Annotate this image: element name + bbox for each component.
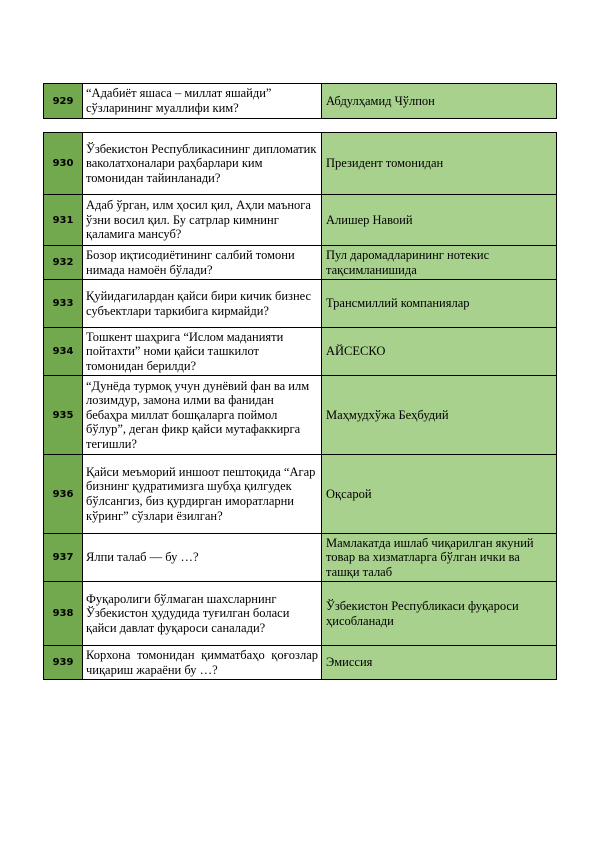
answer-cell: Эмиссия (322, 646, 557, 680)
table-row (44, 280, 557, 328)
answer-cell: Мамлакатда ишлаб чиқарилган якуний товар ва хизматларга бўлган ички ва ташқи талаб (322, 534, 557, 582)
question-cell: Ўзбекистон Республикасининг дипломатик ваколатхоналари раҳбарлари ким томонидан тайинланади? (83, 133, 322, 195)
question-text: “Адабиёт яшаса – миллат яшайди” сўзларининг муаллифи ким? (86, 86, 272, 115)
table-row (44, 455, 557, 534)
answer-cell: Президент томонидан (322, 133, 557, 195)
answer-cell: Алишер Навоий (322, 195, 557, 246)
row-number: 938 (44, 582, 83, 646)
question-cell (83, 84, 322, 119)
question-cell: Ялпи талаб — бу …? (83, 534, 322, 582)
question-table-main (43, 132, 557, 680)
row-number: 936 (44, 455, 83, 534)
answer-cell: Маҳмудхўжа Беҳбудий (322, 376, 557, 455)
table-row (44, 376, 557, 455)
table-row (44, 328, 557, 376)
row-number: 933 (44, 280, 83, 328)
question-cell: Фуқаролиги бўлмаган шахсларнинг Ўзбекистон ҳудудида туғилган боласи қайси давлат фуқароси саналади? (83, 582, 322, 646)
answer-cell: Абдулҳамид Чўлпон (322, 84, 557, 119)
row-number: 934 (44, 328, 83, 376)
answer-cell: АЙСЕСКО (322, 328, 557, 376)
table-row (44, 582, 557, 646)
answer-cell: Оқсарой (322, 455, 557, 534)
question-cell: Бозор иқтисодиётининг салбий томони нимада намоён бўлади? (83, 246, 322, 280)
question-cell: Қайси меъморий иншоот пештоқида “Агар бизнинг қудратимизга шубҳа қилгудек бўлсангиз, биз қурдирган иморатларни кўринг” сўзлари ёзилган? (83, 455, 322, 534)
table-row (44, 646, 557, 680)
answer-cell: Пул даромадларининг нотекис тақсимланишида (322, 246, 557, 280)
question-cell: Қуйидагилардан қайси бири кичик бизнес субъектлари таркибига кирмайди? (83, 280, 322, 328)
question-cell: “Дунёда турмоқ учун дунёвий фан ва илм лозимдур, замона илми ва фанидан бебаҳра миллат бошқаларга поймол бўлур”, деган фикр қайси мутафаккирга тегишли? (83, 376, 322, 455)
row-number: 935 (44, 376, 83, 455)
table-row (44, 84, 557, 119)
question-cell: Адаб ўрган, илм ҳосил қил, Аҳли маънога ўзни восил қил. Бу сатрлар кимнинг қаламига мансуб? (83, 195, 322, 246)
row-number: 929 (44, 84, 83, 119)
row-number: 930 (44, 133, 83, 195)
answer-cell: Ўзбекистон Республикаси фуқароси ҳисобланади (322, 582, 557, 646)
row-number: 939 (44, 646, 83, 680)
question-cell: Корхона томонидан қимматбаҳо қоғозлар чиқариш жараёни бу …? (83, 646, 322, 680)
answer-cell: Трансмиллий компаниялар (322, 280, 557, 328)
row-number: 931 (44, 195, 83, 246)
question-table-top (43, 83, 557, 119)
table-row (44, 195, 557, 246)
row-number: 932 (44, 246, 83, 280)
row-number: 937 (44, 534, 83, 582)
table-row (44, 534, 557, 582)
table-row (44, 133, 557, 195)
question-cell: Тошкент шаҳрига “Ислом маданияти пойтахти” номи қайси ташкилот томонидан берилди? (83, 328, 322, 376)
table-row (44, 246, 557, 280)
